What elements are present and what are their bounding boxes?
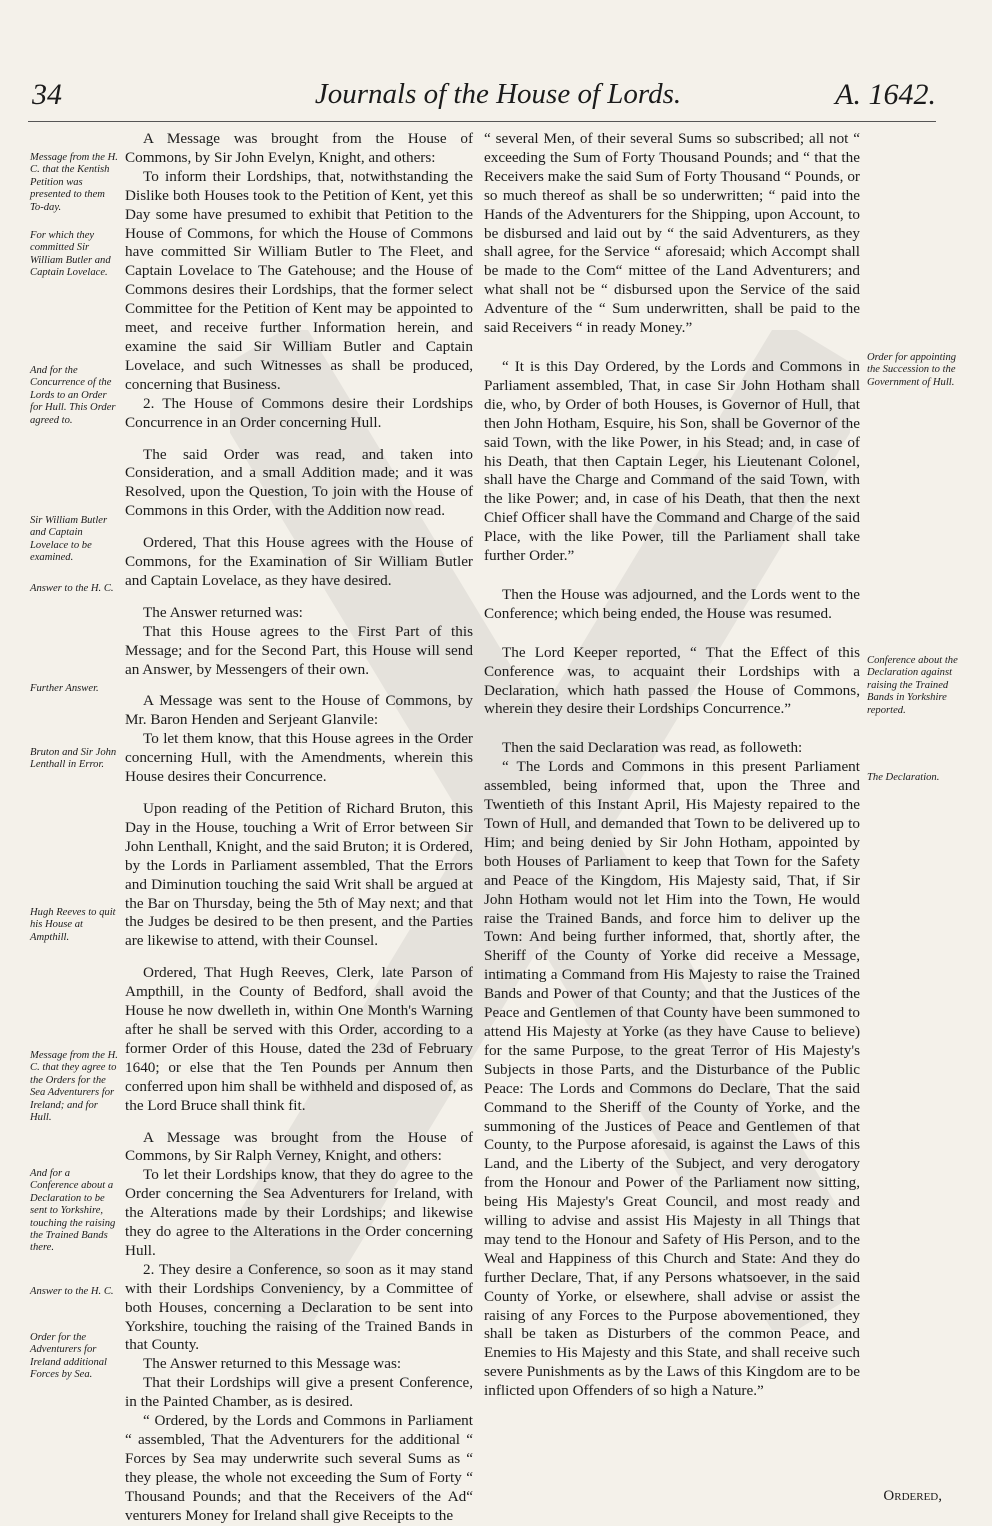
paragraph: To let their Lordships know, that they do agree to the Order concerning the Sea Adventurers for Ireland, with the Alterations made by their Lordships; and likewise they do agree to the Alterations in the Order concerning Hull. — [125, 1166, 473, 1259]
left-margin-note: Further Answer. — [30, 683, 99, 694]
journal-title: Journals of the House of Lords. — [314, 78, 682, 110]
paragraph: That their Lordships will give a present Conference, in the Painted Chamber, as is desired. — [125, 1374, 473, 1411]
left-column — [125, 130, 473, 1526]
paragraph: 2. They desire a Conference, so soon as it may stand with their Lordships Conveniency, by a Committee of both Houses, concerning a Declaration to be sent into Yorkshire, touching the raising of the Trained Bands in that County. — [125, 1260, 473, 1354]
paragraph: “ It is this Day Ordered, by the Lords and Commons in Parliament assembled, That, in case Sir John Hotham shall die, who, by Order of both Houses, is Governor of Hull, that then John Hotham, Esquire, his Son, shall be Governor of the said Town, with the like Power, in his Stead; and, in case of his Death, that then Captain Leger, his Lieutenant Colonel, shall have the Charge and Command of the said Town, with the like Power; and, in case of his Death, that then the next Chief Officer shall have the Command and Charge of the said Place, with the like Power, till the Parliament shall take further Order.” — [484, 357, 860, 565]
paragraph: The said Order was read, and taken into Consideration, and a small Addition made; and it was Resolved, upon the Question, To join with the House of Commons in this Order, with the Addition now read. — [125, 445, 473, 520]
left-margin-note: Sir William Butler and Captain Lovelace to be examined. — [30, 515, 108, 564]
paragraph: 2. The House of Commons desire their Lordships Concurrence in an Order concerning Hull. — [125, 394, 473, 431]
header-rule — [28, 121, 936, 122]
paragraph: A Message was sent to the House of Commons, by Mr. Baron Henden and Serjeant Glanvile: — [125, 692, 473, 729]
right-margin-note: Conference about the Declaration against raising the Trained Bands in Yorkshire reported. — [867, 655, 958, 716]
left-margin-note: Hugh Reeves to quit his House at Ampthill. — [30, 907, 116, 943]
right-column — [484, 130, 860, 1401]
paragraph: Ordered, That Hugh Reeves, Clerk, late Parson of Ampthill, in the County of Bedford, shall avoid the House he now dwelleth in, within One Month's Warning after he shall be served with this Order, according to a former Order of this House, dated the 23d of February 1640; or else that the Ten Pounds per Annum then conferred upon him shall be withheld and disposed of, as the Lord Bruce shall think fit. — [125, 964, 473, 1114]
paragraph: To let them know, that this House agrees in the Order concerning Hull, with the Amendments, wherein this House desires their Concurrence. — [125, 730, 473, 786]
paragraph: Then the House was adjourned, and the Lords went to the Conference; which being ended, the House was resumed. — [484, 585, 860, 622]
page-header — [28, 74, 948, 124]
page-number: 34 — [32, 78, 62, 111]
paragraph: That this House agrees to the First Part of this Message; and for the Second Part, this House will send an Answer, by Messengers of their own. — [125, 622, 473, 678]
left-margin-note: Answer to the H. C. — [30, 1286, 114, 1297]
paragraph: The Answer returned to this Message was: — [143, 1355, 402, 1373]
left-margin-note: And for the Concurrence of the Lords to an Order for Hull. This Order agreed to. — [30, 365, 116, 426]
paragraph: “ several Men, of their several Sums so subscribed; all not “ exceeding the Sum of Forty Thousand Pounds; and “ that the Receivers make the said Sum of Forty Thousand “ Pounds, or so much thereof as shall be so underwritten; “ paid into the Hands of the Adventurers for the Shipping, upon Account, to be disbursed and laid out by “ the said Adventurers, as they shall agree, for the Service “ aforesaid; which Accompt shall be made to the Com“ mittee of the Land Adventurers; and what shall not be “ disbursed upon the Service of the said Adventure of the “ Sum underwritten, shall be paid to the said Receivers “ in ready Money.” — [484, 130, 860, 337]
paragraph: Upon reading of the Petition of Richard Bruton, this Day in the House, touching a Writ of Error between Sir John Lenthall, Knight, and the said Bruton; it is Ordered, by the Lords in Parliament assembled, That the Errors and Diminution touching the said Writ shall be argued at the Bar on Thursday, being the 5th of May next; and that the Judges be desired to be then present, and the Parties are likewise to attend, with their Counsel. — [125, 800, 473, 950]
paragraph: Then the said Declaration was read, as followeth: — [502, 739, 803, 757]
paragraph: “ The Lords and Commons in this present Parliament assembled, being informed that, upon the Three and Twentieth of this Instant April, His Majesty repaired to the Town of Hull, and demanded that Town to be delivered up to Him; and being denied by Sir John Hotham, appointed by both Houses of Parliament to keep that Town for the Safety and Peace of the Kingdom, His Majesty said, That, if Sir John Hotham would not let Him into the Town, He would raise the Trained Bands, and force him to deliver up the Town: And being further informed, that, shortly after, the Sheriff of the County of Yorke did receive a Message, intimating a Command from His Majesty to raise the Trained Bands and Power of that County; and that the Justices of the Peace and Gentlemen of that County have been summoned to attend His Majesty at Yorke (as they have Cause to believe) for the same Purpose, to the great Terror of His Majesty's Subjects in those Parts, and the Disturbance of the Public Peace: The Lords and Commons do Declare, That the said Command to the Sheriff of the County of Yorke, and the summoning of the Justices of Peace and Gentlemen of that County, to the Purpose aforesaid, is against the Laws of this Land, and the Liberty of the Subject, and very derogatory from the Honour and Power of the Parliament now sitting, being His Majesty's Great Council, and most ready and willing to advise and assist His Majesty in all Things that may tend to the Honour and Safety of His Person, and to the Weal and Happiness of this Church and State: And they do further Declare, That, if any Persons whatsoever, in the said County of Yorke, or elsewhere, shall advise or assist the raising of any Forces to the Purpose abovementioned, they shall be taken as Disturbers of the common Peace, and Enemies to His Majesty and this State, and shall receive such severe Punishments as by the Laws of this Kingdom are to be inflicted upon Offenders of so high a Nature.” — [484, 758, 860, 1400]
left-margin-note: Bruton and Sir John Lenthall in Error. — [30, 747, 117, 771]
paragraph: “ Ordered, by the Lords and Commons in Parliament “ assembled, That the Adventurers for the additional “ Forces by Sea may underwrite such several Sums as “ they please, the whole not exceeding the Sum of Forty “ Thousand Pounds; and that the Receivers of the Ad“ venturers Money for Ireland shall give Receipts to the — [125, 1412, 473, 1524]
paragraph: The Answer returned was: — [143, 603, 303, 621]
paragraph: A Message was brought from the House of Commons, by Sir Ralph Verney, Knight, and others: — [125, 1128, 473, 1165]
paragraph: To inform their Lordships, that, notwithstanding the Dislike both Houses took to the Petition of Kent, yet this Day some have presumed to exhibit that Petition to the House of Commons, for which the House of Commons have committed Sir William Butler to The Fleet, and Captain Lovelace to The Gatehouse; and the House of Commons desires their Lordships, that the former select Committee for the Petition of Kent may be appointed to meet, and receive further Information herein, and examine the said Sir William Butler and Captain Lovelace, and such Witnesses as shall be produced, concerning that Business. — [125, 167, 473, 393]
catchword: Ordered, — [883, 1488, 942, 1504]
year-heading: A. 1642. — [835, 78, 936, 111]
left-margin-note: And for a Conference about a Declaration to be sent to Yorkshire, touching the raising the Trained Bands there. — [30, 1168, 116, 1254]
left-margin-note: Answer to the H. C. — [30, 583, 114, 594]
left-margin-note: Message from the H. C. that they agree to the Orders for the Sea Adventurers for Ireland; and for Hull. — [30, 1050, 118, 1124]
left-margin-note: Order for the Adventurers for Ireland additional Forces by Sea. — [30, 1332, 107, 1381]
paragraph: A Message was brought from the House of Commons, by Sir John Evelyn, Knight, and others: — [125, 130, 473, 166]
left-margin-note: Message from the H. C. that the Kentish Petition was presented to them To-day. — [30, 152, 118, 213]
paragraph: The Lord Keeper reported, “ That the Effect of this Conference was, to acquaint their Lordships with a Declaration, which hath passed the House of Commons, wherein they desire their Lordships Concurrence.” — [484, 643, 860, 718]
right-margin-note: The Declaration. — [867, 772, 940, 783]
right-margin-note: Order for appointing the Succession to the Government of Hull. — [867, 352, 957, 388]
left-margin-note: For which they committed Sir William Butler and Captain Lovelace. — [30, 230, 111, 279]
paragraph: Ordered, That this House agrees with the House of Commons, for the Examination of Sir William Butler and Captain Lovelace, as they have desired. — [125, 534, 473, 589]
